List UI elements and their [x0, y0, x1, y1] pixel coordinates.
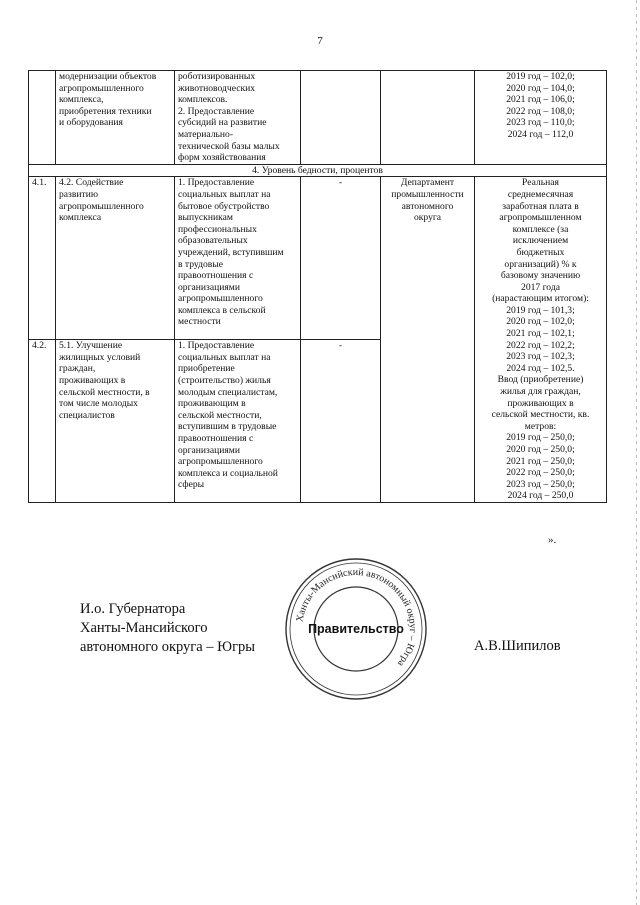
measure-line: сферы — [178, 479, 205, 491]
result-line: Реальная — [522, 177, 559, 189]
signer-line: И.о. Губернатора — [80, 601, 186, 617]
goal-line: комплекса — [59, 212, 102, 224]
signer-line: Ханты-Мансийского — [80, 620, 208, 636]
measure-line: социальных выплат на — [178, 188, 271, 200]
measure-line: 1. Предоставление — [178, 340, 255, 352]
goal-line: граждан, — [59, 363, 96, 375]
result-line: 2023 год – 110,0; — [506, 117, 575, 129]
scan-edge — [636, 0, 637, 905]
measure-line: материально- — [178, 128, 234, 140]
cell-number — [29, 71, 56, 165]
result-line: 2019 год – 101,3; — [506, 304, 575, 316]
goal-line: специалистов — [59, 409, 115, 421]
goal-line: агропромышленного — [59, 200, 144, 212]
result-line: 2017 года — [521, 281, 560, 293]
result-line: 2022 год – 250,0; — [506, 467, 575, 479]
result-line: жилья для граждан, — [500, 386, 581, 398]
official-seal — [282, 555, 430, 703]
result-line: 2020 год – 250,0; — [506, 444, 575, 455]
result-line: базовому значению — [500, 270, 581, 282]
result-line: 2020 год – 102,0; — [506, 316, 575, 328]
goal-line: агропромышленного — [59, 82, 144, 94]
measure-line: 2. Предоставление — [178, 105, 255, 117]
result-line: 2021 год – 102,1; — [506, 328, 575, 340]
goal-line: проживающих в — [59, 374, 126, 386]
result-line: (нарастающим итогом): — [492, 293, 589, 305]
measure-line: в трудовые — [178, 258, 224, 270]
cell-goal — [56, 177, 175, 340]
cell-result — [475, 177, 607, 503]
measure-line: выпускникам — [178, 212, 233, 224]
result-line: 2019 год – 102,0; — [506, 71, 575, 82]
measure-line: технической базы малых — [178, 140, 280, 152]
measure-line: (строительство) жилья — [178, 374, 271, 386]
result-line: 2023 год – 250,0; — [506, 478, 575, 490]
row-number: 4.2. — [29, 340, 56, 503]
measure-line: образовательных — [178, 235, 248, 247]
measure-line: проживающим в — [178, 398, 246, 410]
measure-line: бытовое обустройство — [178, 200, 270, 212]
result-line: 2021 год – 106,0; — [506, 94, 575, 106]
result-line: 2022 год – 108,0; — [506, 105, 575, 117]
measure-line: приобретение — [178, 363, 235, 375]
goal-line: комплекса, — [59, 94, 104, 106]
result-line: проживающих в — [507, 397, 574, 409]
measure-line: сельской местности, — [178, 409, 262, 421]
measure-line: вступившим в трудовые — [178, 421, 277, 433]
result-line: организаций) % к — [504, 258, 577, 270]
table-row — [29, 177, 607, 340]
result-line: 2022 год – 102,2; — [506, 339, 575, 351]
measure-line: социальных выплат на — [178, 351, 271, 363]
cell-executor — [381, 177, 475, 503]
goal-line: модернизации объектов — [59, 71, 157, 82]
measure-line: профессиональных — [178, 223, 257, 235]
measure-line: агропромышленного — [178, 293, 263, 305]
signer-name: А.В.Шипилов — [474, 638, 561, 654]
measure-line: роботизированных — [178, 71, 256, 82]
measure-line: субсидий на развитие — [178, 117, 267, 129]
page-number: 7 — [317, 35, 323, 47]
result-line: бюджетных — [516, 246, 565, 258]
goal-line: жилищных условий — [59, 351, 141, 363]
table-section-row — [29, 164, 607, 177]
result-line: 2024 год – 250,0 — [507, 490, 574, 502]
section-header: 4. Уровень бедности, процентов — [29, 164, 607, 177]
goal-line: 4.2. Содействие — [59, 177, 124, 189]
cell-result — [475, 71, 607, 165]
result-line: метров: — [524, 420, 557, 432]
signer-line: автономного округа – Югры — [80, 639, 256, 655]
measure-line: учреждений, вступившим — [178, 246, 284, 258]
result-line: 2024 год – 102,5. — [506, 362, 575, 374]
table-row-continuation — [29, 71, 607, 165]
measure-line: молодым специалистам, — [178, 386, 278, 398]
result-line: 2024 год – 112,0 — [507, 128, 574, 140]
measure-line: комплекса и социальной — [178, 467, 278, 479]
result-line: комплексе (за — [512, 223, 569, 235]
measure-line: правоотношения с — [178, 432, 254, 444]
measure-line: комплексов. — [178, 94, 228, 106]
goal-line: развитию — [59, 188, 99, 200]
result-line: Ввод (приобретение) — [497, 374, 584, 386]
goal-line: приобретения техники — [59, 105, 152, 117]
seal-center-text: Правительство — [308, 622, 404, 636]
measure-line: правоотношения с — [178, 270, 254, 282]
goal-line: 5.1. Улучшение — [59, 340, 123, 352]
measure-line: агропромышленного — [178, 456, 263, 468]
executor-line: округа — [413, 212, 442, 224]
measure-line: 1. Предоставление — [178, 177, 255, 189]
goal-line: том числе молодых — [59, 398, 138, 410]
cell-project — [301, 71, 381, 165]
measure-line: организациями — [178, 281, 240, 293]
measure-line: комплекса в сельской — [178, 304, 266, 316]
cell-goal — [56, 71, 175, 165]
executor-line: промышленности — [391, 188, 464, 200]
result-line: агропромышленном — [499, 212, 582, 224]
row-number: 4.1. — [29, 177, 56, 340]
seal-ring-text: Ханты-Мансийский автономный округ – Югра — [294, 566, 419, 669]
cell-project — [301, 177, 381, 340]
project-value: - — [338, 177, 343, 189]
cell-executor — [381, 71, 475, 165]
result-line: 2019 год – 250,0; — [506, 432, 575, 444]
measure-line: местности — [178, 316, 221, 328]
measure-line: организациями — [178, 444, 240, 456]
result-line: исключением — [512, 235, 569, 247]
result-line: 2023 год – 102,3; — [506, 351, 575, 363]
measure-line: животноводческих — [178, 82, 256, 94]
cell-goal — [56, 340, 175, 503]
cell-measures — [175, 177, 301, 340]
measure-line: форм хозяйствования — [178, 152, 266, 164]
cell-measures — [175, 340, 301, 503]
result-line: 2020 год – 104,0; — [506, 82, 575, 94]
cell-measures — [175, 71, 301, 165]
cell-project — [301, 340, 381, 503]
result-line: сельской местности, кв. — [491, 409, 590, 421]
executor-line: автономного — [401, 200, 454, 212]
signer-position — [80, 600, 255, 657]
result-line: заработная плата в — [502, 200, 579, 212]
closing-quote: ». — [548, 534, 557, 546]
goal-line: и оборудования — [59, 117, 123, 129]
goal-line: сельской местности, в — [59, 386, 150, 398]
executor-line: Департамент — [400, 177, 455, 189]
measures-table — [28, 70, 607, 503]
project-value: - — [338, 340, 343, 352]
result-line: 2021 год – 250,0; — [506, 455, 575, 467]
result-line: среднемесячная — [507, 188, 574, 200]
